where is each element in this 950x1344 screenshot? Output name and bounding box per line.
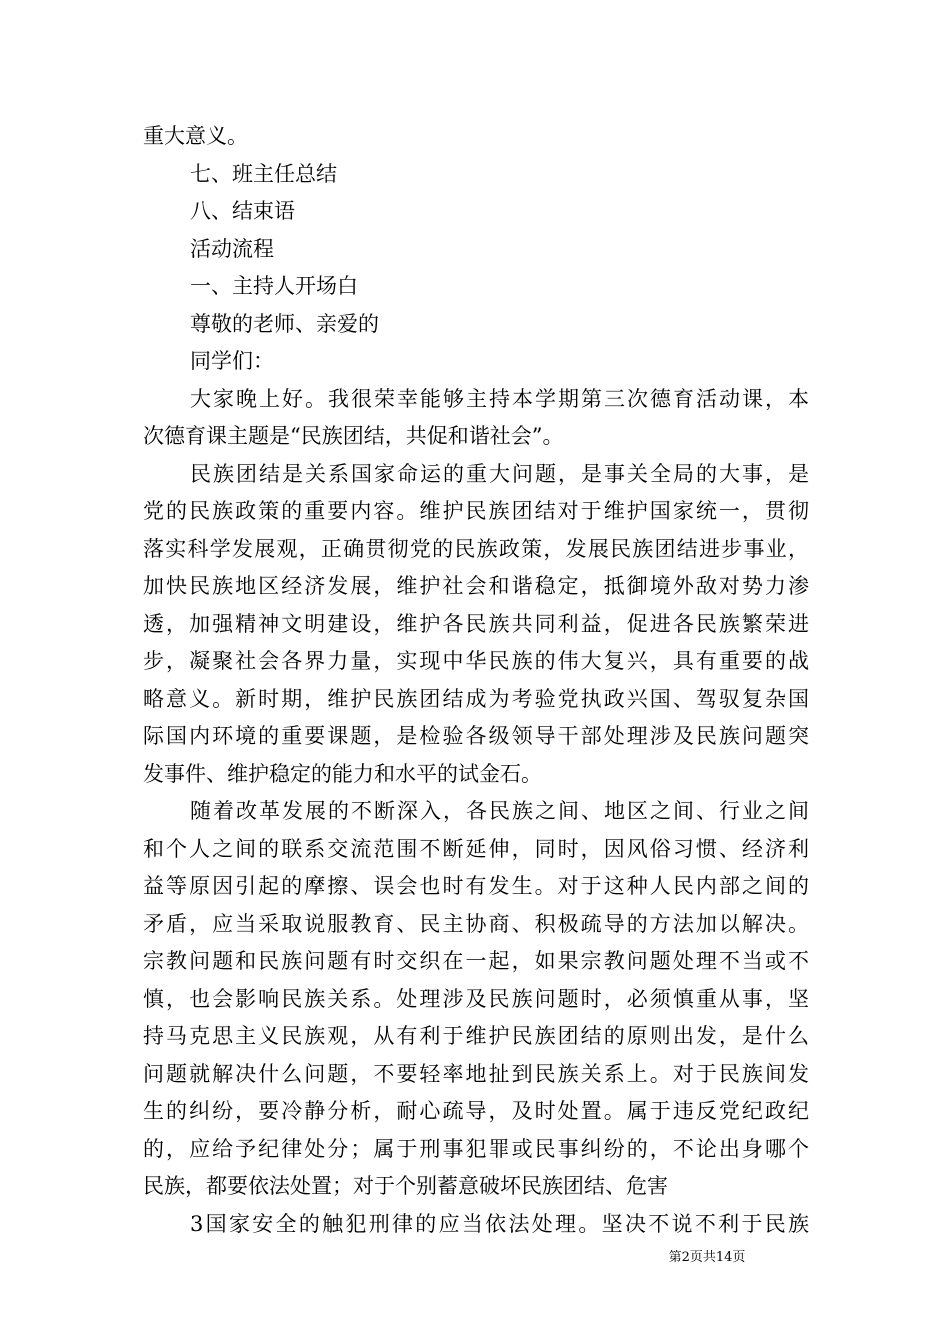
text-line: 民族，都要依法处置；对于个别蓄意破坏民族团结、危害 xyxy=(143,1174,668,1198)
text-line: 同学们： xyxy=(190,349,274,373)
text-line: 民族团结是关系国家命运的重大问题，是事关全局的大事，是 xyxy=(190,461,809,486)
text-line: 次德育课主题是“民族团结，共促和谐社会”。 xyxy=(143,424,564,448)
text-line: 略意义。新时期，维护民族团结成为考验党执政兴国、驾驭复杂国 xyxy=(143,686,809,711)
text-line: 际国内环境的重要课题，是检验各级领导干部处理涉及民族问题突 xyxy=(143,724,809,748)
text-line: 尊敬的老师、亲爱的 xyxy=(190,311,379,336)
text-line: 随着改革发展的不断深入，各民族之间、地区之间、行业之间 xyxy=(190,799,809,823)
text-line: 问题就解决什么问题，不要轻率地扯到民族关系上。对于民族间发 xyxy=(143,1061,809,1086)
text-line: 加快民族地区经济发展，维护社会和谐稳定，抵御境外敌对势力渗 xyxy=(143,574,809,598)
text-line: 持马克思主义民族观，从有利于维护民族团结的原则出发，是什么 xyxy=(143,1024,809,1048)
page-number: 第2页共14页 xyxy=(668,1250,746,1265)
text-line: 八、结束语 xyxy=(190,199,295,223)
text-line: 活动流程 xyxy=(190,236,274,261)
text-line: 七、班主任总结 xyxy=(190,161,337,186)
text-line: 益等原因引起的摩擦、误会也时有发生。对于这种人民内部之间的 xyxy=(143,874,809,898)
text-line: 和个人之间的联系交流范围不断延伸，同时，因风俗习惯、经济利 xyxy=(143,836,809,861)
text-line: 宗教问题和民族问题有时交织在一起，如果宗教问题处理不当或不 xyxy=(143,949,809,973)
text-line: 步，凝聚社会各界力量，实现中华民族的伟大复兴，具有重要的战 xyxy=(143,649,809,673)
text-line: 重大意义。 xyxy=(143,124,248,148)
text-line: 透，加强精神文明建设，维护各民族共同利益，促进各民族繁荣进 xyxy=(143,611,809,636)
page-footer xyxy=(0,1248,950,1268)
text-line: 党的民族政策的重要内容。维护民族团结对于维护国家统一，贯彻 xyxy=(143,499,809,523)
text-line: 发事件、维护稳定的能力和水平的试金石。 xyxy=(143,761,542,786)
text-line: 的，应给予纪律处分；属于刑事犯罪或民事纠纷的，不论出身哪个 xyxy=(143,1136,809,1161)
text-line: 大家晚上好。我很荣幸能够主持本学期第三次德育活动课，本 xyxy=(190,386,809,411)
document-body xyxy=(143,118,809,1243)
text-line: 3国家安全的触犯刑律的应当依法处理。坚决不说不利于民族 xyxy=(190,1211,809,1236)
text-line: 矛盾，应当采取说服教育、民主协商、积极疏导的方法加以解决。 xyxy=(143,911,809,936)
text-line: 落实科学发展观，正确贯彻党的民族政策，发展民族团结进步事业， xyxy=(143,536,809,561)
text-line: 生的纠纷，要冷静分析，耐心疏导，及时处置。属于违反党纪政纪 xyxy=(143,1099,809,1123)
text-line: 一、主持人开场白 xyxy=(190,274,358,298)
text-line: 慎，也会影响民族关系。处理涉及民族问题时，必须慎重从事，坚 xyxy=(143,986,809,1011)
